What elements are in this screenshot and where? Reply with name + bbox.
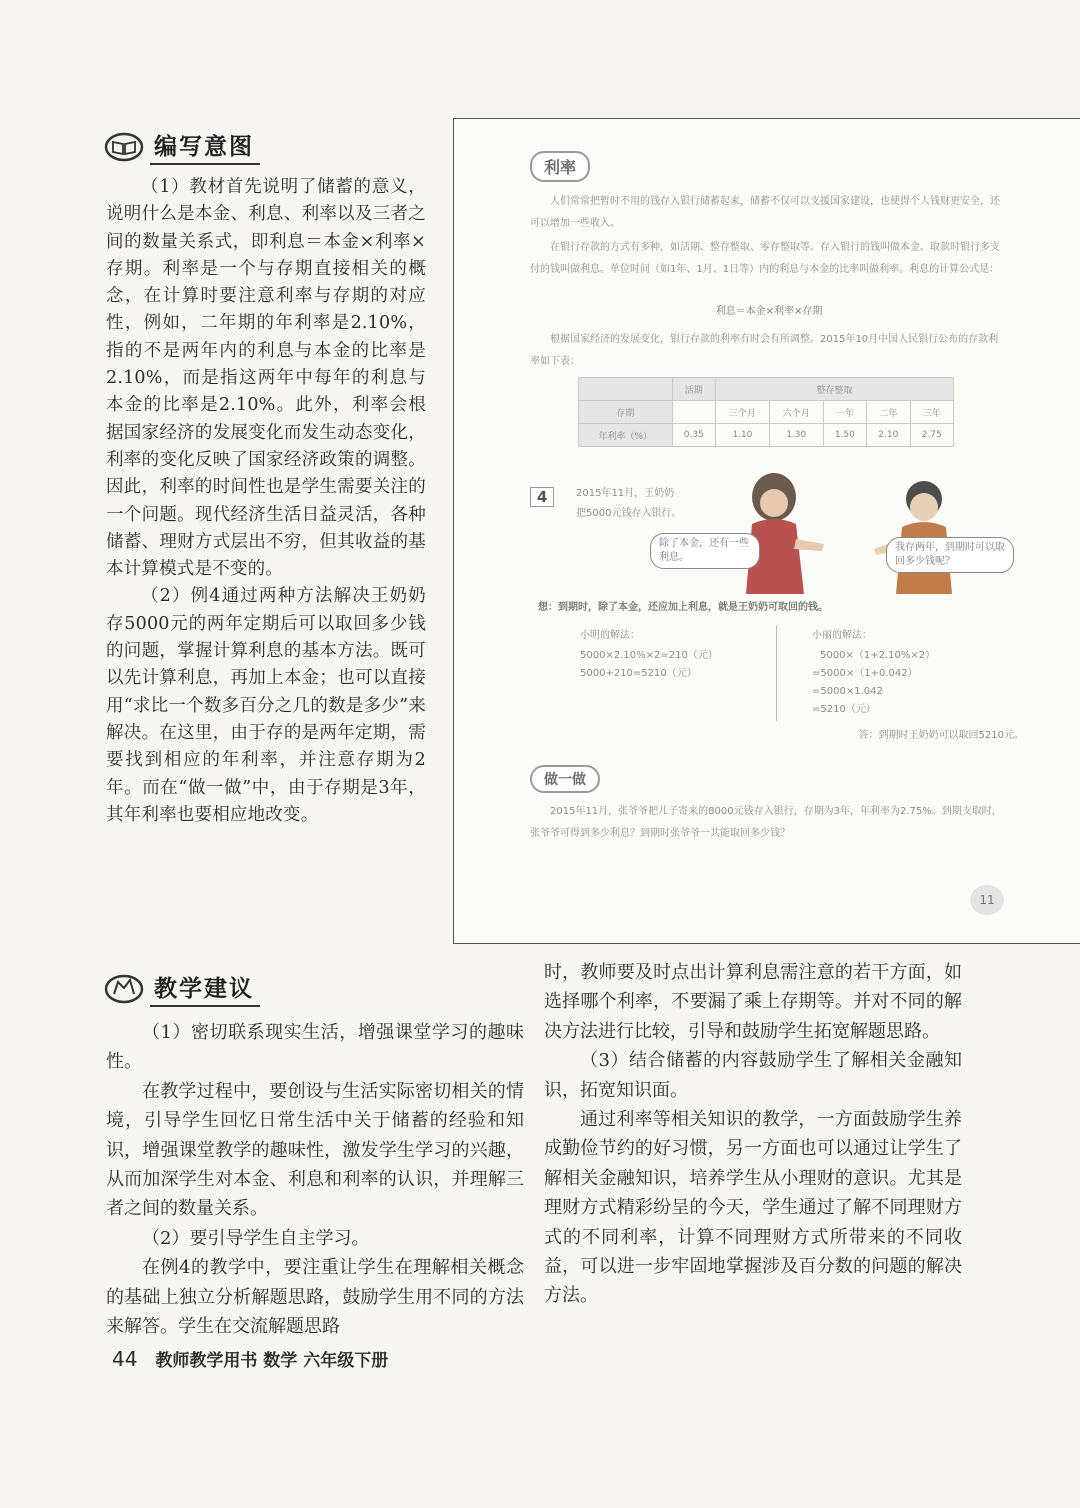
method-line: 5000×2.10%×2=210（元）: [580, 650, 718, 661]
tb-page-number: 11: [970, 885, 1004, 915]
table-row-label: 存期: [579, 401, 673, 424]
table-cell: 1.50: [823, 424, 866, 447]
section-header-suggestion: [104, 970, 260, 1007]
example-number: 4: [530, 487, 554, 507]
table-cell: 三年: [910, 401, 954, 424]
table-row-label: 年利率（%）: [579, 424, 673, 447]
intent-text: [106, 174, 426, 829]
table-cell: [672, 401, 715, 424]
paragraph: 在教学过程中，要创设与生活实际密切相关的情境，引导学生回忆日常生活中关于储蓄的经验和知识，增强课堂教学的趣味性，激发学生学习的兴趣，从而加深学生对本金、利息和利率的认识，并理解三者之间的数量关系。: [106, 1080, 524, 1220]
paragraph: （1）教材首先说明了储蓄的意义，说明什么是本金、利息、利率以及三者之间的数量关系式，即利息＝本金×利率×存期。利率是一个与存期直接相关的概念，在计算时要注意利率与存期的对应性，例如，二年期的年利率是2.10%，指的不是两年内的利息与本金的比率是2.10%，而是指这两年中每年的利息与本金的比率是2.10%。此外，利率会根据国家经济的发展变化而发生动态变化，利率的变化反映了国家经济政策的调整。因此，利率的时间性也是学生需要关注的一个问题。现代经济生活日益灵活，各种储蓄、理财方式层出不穷，但其收益的基本计算模式是不变的。: [106, 177, 426, 580]
book-icon: [104, 132, 144, 162]
table-cell: 一年: [823, 401, 866, 424]
page-number: 44: [112, 1347, 138, 1371]
section-header-intent: [104, 128, 260, 165]
method-line: 5000×（1+2.10%×2）: [820, 650, 936, 661]
textbook-page: [453, 118, 1080, 944]
section-title: 教学建议: [150, 970, 260, 1007]
paragraph: 时，教师要及时点出计算利息需注意的若干方面，如选择哪个利率，不要漏了乘上存期等。并对不同的解决方法进行比较，引导和鼓励学生拓宽解题思路。: [544, 962, 962, 1042]
divider: [776, 625, 777, 721]
table-cell: 1.10: [715, 424, 769, 447]
tb-answer: 答：到期时王奶奶可以取回5210元。: [858, 730, 1024, 741]
grandma-illustration: [724, 469, 1024, 599]
table-cell: 0.35: [672, 424, 715, 447]
table-cell: 1.30: [769, 424, 823, 447]
tb-formula: 利息＝本金×利率×存期: [715, 306, 823, 317]
tb-example-text: 把5000元钱存入银行。: [576, 508, 682, 519]
teaching-icon: [104, 974, 144, 1004]
tb-paragraph: 在银行存款的方式有多种，如活期、整存整取、零存整取等。存入银行的钱叫做本金。取款时银行多支付的钱叫做利息。单位时间（如1年、1月、1日等）内的利息与本金的比率叫做利率。利息的计算公式是：: [530, 242, 1000, 275]
table-cell: 六个月: [769, 401, 823, 424]
table-cell: 二年: [867, 401, 910, 424]
paragraph: （2）要引导学生自主学习。: [142, 1227, 370, 1249]
method-2: [812, 625, 1012, 719]
table-header: 活期: [672, 378, 715, 401]
table-cell: 2.10: [867, 424, 910, 447]
paragraph: 在例4的教学中，要注重让学生在理解相关概念的基础上独立分析解题思路，鼓励学生用不同的方法来解答。学生在交流解题思路: [106, 1257, 524, 1338]
tb-example-text: 2015年11月，王奶奶: [576, 488, 675, 499]
tb-paragraph: 人们常常把暂时不用的钱存入银行储蓄起来，储蓄不仅可以支援国家建设，也使得个人钱财更安全，还可以增加一些收入。: [530, 196, 1000, 229]
paragraph: （2）例4通过两种方法解决王奶奶存5000元的两年定期后可以取回多少钱的问题，掌握计算利息的基本方法。既可以先计算利息，再加上本金；也可以直接用“求比一个数多百分之几的数是多少”来解决。在这里，由于存的是两年定期，需要找到相应的年利率，并注意存期为2年。而在“做一做”中，由于存期是3年，其年利率也要相应地改变。: [106, 586, 426, 825]
method-title: 小丽的解法：: [812, 630, 872, 641]
speech-bubble: 除了本金，还有一些利息。: [650, 533, 760, 569]
tb-paragraph: 根据国家经济的发展变化，银行存款的利率有时会有所调整。2015年10月中国人民银行公布的存款利率如下表：: [530, 334, 999, 367]
method-1: [580, 625, 770, 683]
method-line: =5000×（1+0.042）: [812, 668, 918, 679]
method-title: 小明的解法：: [580, 630, 640, 641]
paragraph: （3）结合储蓄的内容鼓励学生了解相关金融知识，拓宽知识面。: [544, 1050, 962, 1101]
paragraph: 通过利率等相关知识的教学，一方面鼓励学生养成勤俭节约的好习惯，另一方面也可以通过让学生了解相关金融知识，培养学生从小理财的意识。尤其是理财方式精彩纷呈的今天，学生通过了解不同理财方式的不同利率，计算不同理财方式所带来的不同收益，可以进一步牢固地掌握涉及百分数的问题的解决方法。: [544, 1109, 962, 1307]
table-cell: 三个月: [715, 401, 769, 424]
paragraph: （1）密切联系现实生活，增强课堂学习的趣味性。: [106, 1022, 524, 1073]
speech-bubble: 我存两年，到期时可以取回多少钱呢？: [886, 537, 1014, 573]
tb-think: 想：到期时，除了本金，还应加上利息，就是王奶奶可取回的钱。: [538, 602, 828, 613]
suggestion-left-column: [106, 1018, 524, 1341]
tb-exercise: 2015年11月，张爷爷把儿子寄来的8000元钱存入银行，存期为3年，年利率为2.75%。到期支取时，张爷爷可得到多少利息？到期时张爷爷一共能取回多少钱？: [530, 806, 1002, 839]
table-cell: 2.75: [910, 424, 954, 447]
table-header: 整存整取: [715, 378, 953, 401]
table-cell: [579, 378, 673, 401]
page-footer: [112, 1346, 388, 1371]
method-line: =5210（元）: [812, 704, 876, 715]
method-line: =5000×1.042: [812, 686, 883, 697]
do-it-tag: 做一做: [530, 765, 600, 793]
suggestion-right-column: [544, 958, 962, 1311]
section-title: 编写意图: [150, 128, 260, 165]
rate-table: [578, 377, 954, 447]
book-title: 教师教学用书 数学 六年级下册: [155, 1351, 389, 1371]
rate-tag: 利率: [530, 151, 590, 182]
method-line: 5000+210=5210（元）: [580, 668, 697, 679]
